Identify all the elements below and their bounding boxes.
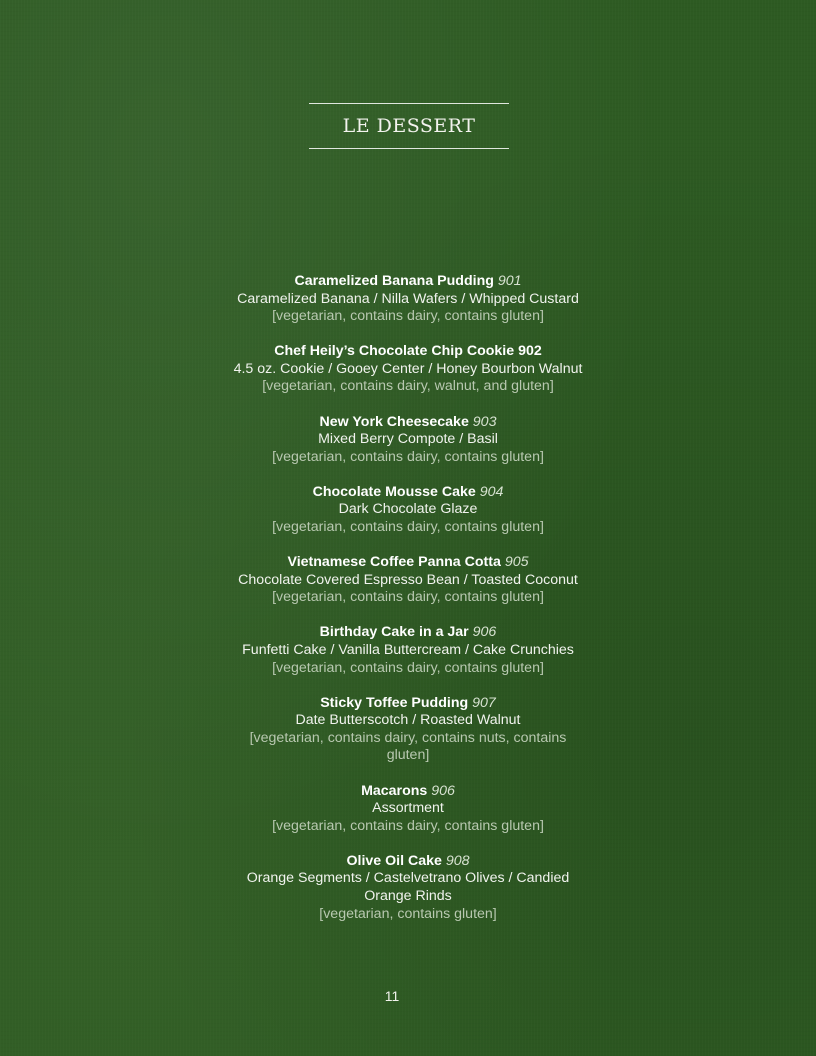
menu-item-name: Birthday Cake in a Jar (319, 624, 469, 641)
menu-item-description: 4.5 oz. Cookie / Gooey Center / Honey Bourbon Walnut (233, 360, 583, 377)
section-title: LE DESSERT (342, 115, 476, 137)
menu-item-description: Chocolate Covered Espresso Bean / Toasted Coconut (238, 571, 578, 588)
menu-item-dietary-info: [vegetarian, contains dairy, contains gluten] (272, 589, 544, 606)
menu-item-name: Chocolate Mousse Cake (312, 483, 476, 500)
menu-item-description: Assortment (372, 800, 444, 817)
menu-item-number: 903 (472, 413, 497, 430)
menu-item (0, 414, 816, 467)
menu-item-heading (228, 853, 588, 871)
menu-item-name: New York Cheesecake (319, 413, 469, 430)
menu-item-number: 906 (431, 782, 455, 799)
menu-item-heading (228, 554, 588, 572)
menu-item-number: 902 (518, 343, 542, 360)
menu-item-dietary-info: [vegetarian, contains dairy, contains gluten] (272, 817, 544, 834)
dessert-menu-list (0, 273, 816, 941)
menu-item-name: Caramelized Banana Pudding (294, 273, 494, 289)
menu-item-name: Olive Oil Cake (346, 852, 442, 869)
menu-item-heading (228, 484, 588, 502)
menu-item-name: Vietnamese Coffee Panna Cotta (287, 554, 501, 571)
menu-item-number: 907 (472, 694, 496, 711)
page-number: 11 (384, 988, 400, 1004)
menu-item-number: 908 (445, 852, 470, 869)
menu-item-name: Sticky Toffee Pudding (320, 694, 469, 711)
menu-item-dietary-info: [vegetarian, contains dairy, contains gluten] (272, 659, 544, 676)
menu-item-heading (228, 624, 588, 642)
menu-item-number: 901 (497, 273, 522, 289)
menu-item-heading (228, 343, 588, 361)
menu-item-heading (228, 695, 588, 713)
menu-item-description: Mixed Berry Compote / Basil (318, 431, 498, 448)
menu-item-dietary-info: [vegetarian, contains dairy, contains gluten] (272, 308, 544, 325)
menu-item (0, 624, 816, 677)
section-header (309, 103, 509, 149)
menu-item-heading (228, 783, 588, 801)
menu-item-description: Date Butterscotch / Roasted Walnut (295, 712, 521, 729)
menu-item (0, 484, 816, 537)
menu-item-heading (228, 273, 588, 291)
menu-item (0, 554, 816, 607)
menu-item-name: Macarons (361, 782, 428, 799)
menu-item-heading (228, 414, 588, 432)
menu-item-number: 904 (479, 483, 504, 500)
menu-item-dietary-info: [vegetarian, contains dairy, contains nuts, contains gluten] (249, 729, 567, 764)
menu-item-description: Caramelized Banana / Nilla Wafers / Whipped Custard (237, 290, 579, 307)
menu-item-number: 906 (472, 624, 497, 641)
menu-item-dietary-info: [vegetarian, contains gluten] (319, 905, 497, 922)
menu-item-description: Funfetti Cake / Vanilla Buttercream / Cake Crunchies (242, 642, 574, 658)
menu-item (0, 853, 816, 923)
menu-item-description: Dark Chocolate Glaze (338, 501, 478, 518)
menu-item-name: Chef Heily’s Chocolate Chip Cookie (274, 343, 515, 360)
menu-item-description: Orange Segments / Castelvetrano Olives / Candied Orange Rinds (246, 870, 570, 905)
menu-item-dietary-info: [vegetarian, contains dairy, walnut, and gluten] (262, 378, 554, 395)
menu-item-number: 905 (504, 554, 529, 571)
menu-item (0, 783, 816, 836)
menu-item (0, 273, 816, 326)
menu-item-dietary-info: [vegetarian, contains dairy, contains gluten] (272, 448, 544, 465)
menu-item (0, 343, 816, 396)
menu-item (0, 695, 816, 765)
menu-item-dietary-info: [vegetarian, contains dairy, contains gluten] (272, 519, 544, 536)
